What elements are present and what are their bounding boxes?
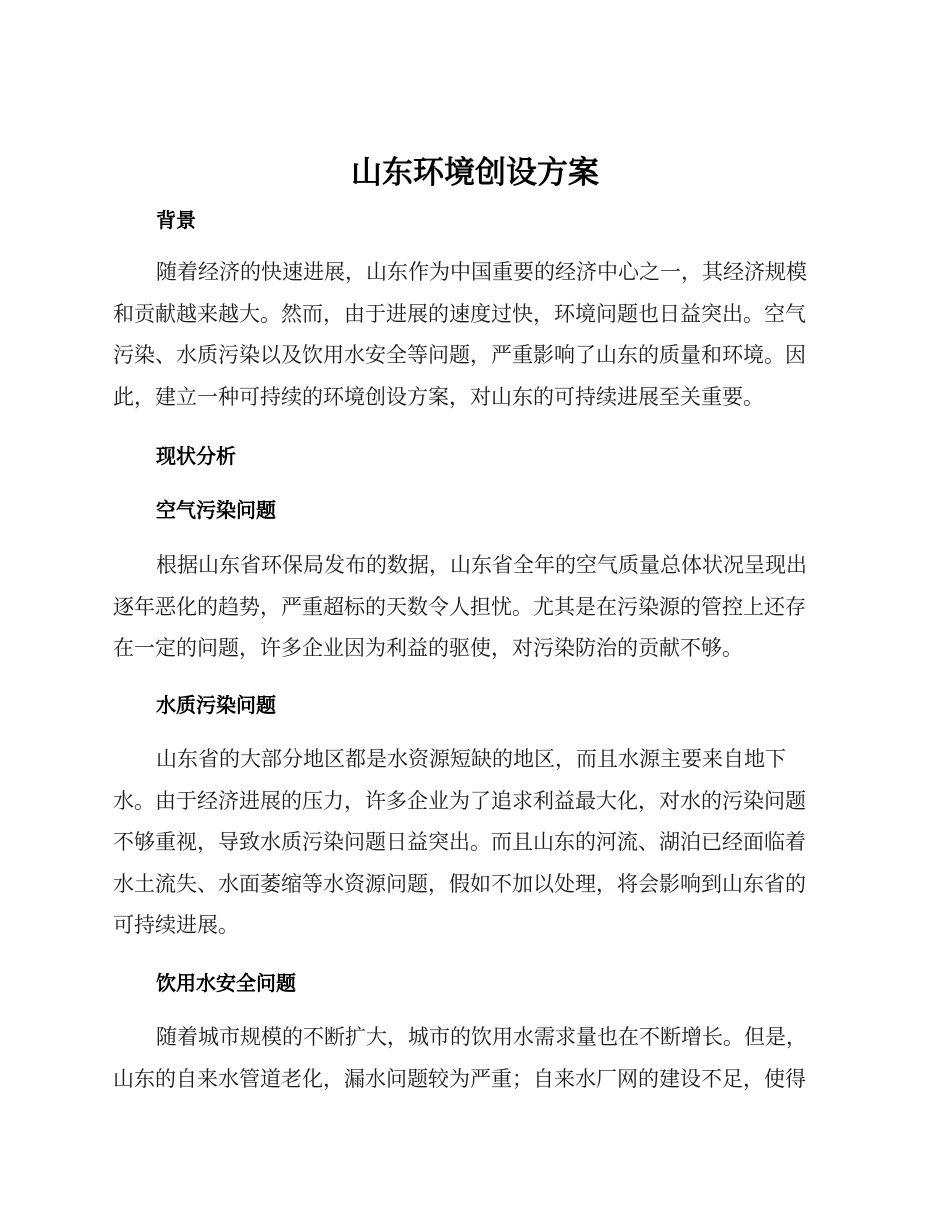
section-heading-status-analysis: 现状分析 — [156, 444, 236, 468]
paragraph-line: 不够重视，导致水质污染问题日益突出。而且山东的河流、湖泊已经面临着 — [113, 830, 806, 854]
paragraph-line: 逐年恶化的趋势，严重超标的天数令人担忧。尤其是在污染源的管控上还存 — [113, 594, 806, 619]
paragraph-line: 水土流失、水面萎缩等水资源问题，假如不加以处理，将会影响到山东省的 — [113, 871, 806, 896]
paragraph-line: 山东的自来水管道老化，漏水问题较为严重；自来水厂网的建设不足，使得 — [113, 1066, 806, 1091]
paragraph-line: 和贡献越来越大。然而，由于进展的速度过快，环境问题也日益突出。空气 — [113, 301, 806, 326]
paragraph-drinking-water — [113, 1017, 829, 1100]
paragraph-line: 根据山东省环保局发布的数据，山东省全年的空气质量总体状况呈现出 — [156, 553, 807, 577]
paragraph-line: 水。由于经济进展的压力，许多企业为了追求利益最大化，对水的污染问题 — [113, 788, 806, 813]
paragraph-line: 山东省的大部分地区都是水资源短缺的地区，而且水源主要来自地下 — [156, 747, 786, 771]
section-heading-water-pollution: 水质污染问题 — [156, 693, 276, 717]
paragraph-line: 随着城市规模的不断扩大，城市的饮用水需求量也在不断增长。但是， — [156, 1025, 807, 1049]
paragraph-line: 随着经济的快速进展，山东作为中国重要的经济中心之一，其经济规模 — [156, 260, 807, 284]
paragraph-water-pollution — [113, 739, 829, 947]
section-heading-background: 背景 — [156, 208, 196, 232]
paragraph-background — [113, 252, 829, 418]
section-heading-air-pollution: 空气污染问题 — [156, 498, 276, 522]
paragraph-line: 可持续进展。 — [113, 913, 239, 937]
paragraph-line: 此，建立一种可持续的环境创设方案，对山东的可持续进展至关重要。 — [113, 384, 764, 409]
paragraph-line: 在一定的问题，许多企业因为利益的驱使，对污染防治的贡献不够。 — [113, 636, 743, 660]
document-title: 山东环境创设方案 — [351, 155, 599, 191]
paragraph-line: 污染、水质污染以及饮用水安全等问题，严重影响了山东的质量和环境。因 — [113, 343, 806, 367]
section-heading-drinking-water: 饮用水安全问题 — [156, 971, 296, 995]
paragraph-air-pollution — [113, 545, 829, 670]
